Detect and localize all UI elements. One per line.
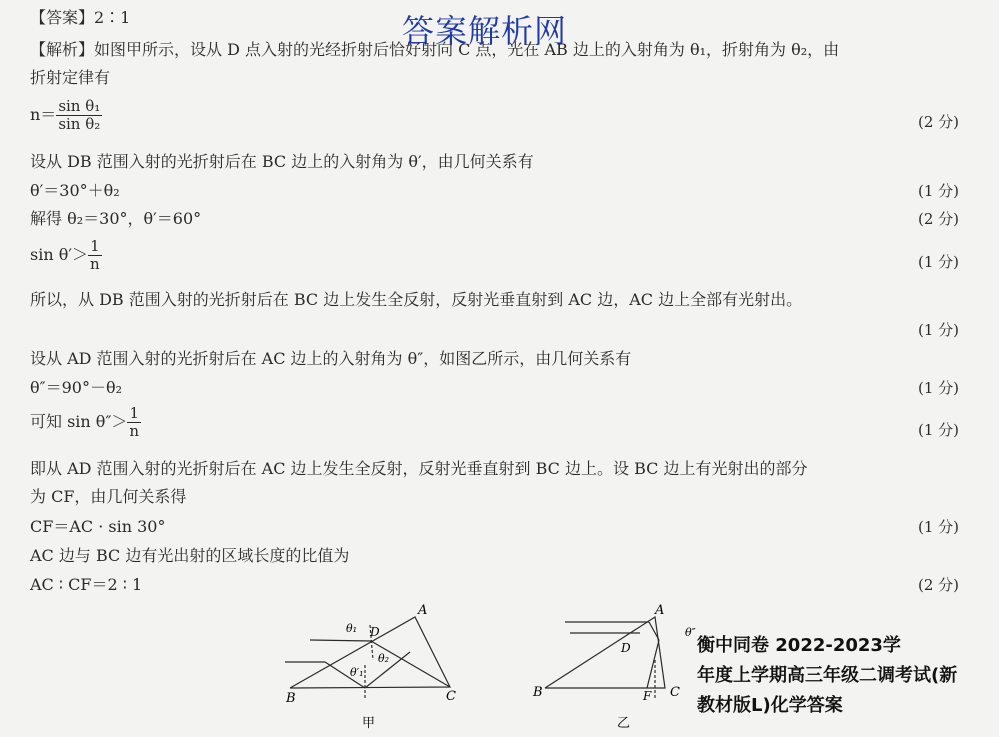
score-eq2: (1 分) (917, 182, 959, 200)
equation-ratio: AC ∶ CF＝2 ∶ 1 (30, 575, 143, 594)
eq1-fraction (56, 98, 102, 133)
analysis-line-2: 折射定律有 (30, 68, 111, 87)
label-d: D (370, 625, 380, 639)
watermark-logo: 答案解析网 (402, 12, 568, 50)
equation-solution: 解得 θ₂＝30°，θ′＝60° (30, 209, 202, 228)
score-eq8: (2 分) (917, 576, 959, 594)
equation-sin-theta-prime (30, 238, 102, 273)
reflected-ray-yi (647, 640, 659, 688)
answer-line: 【答案】2∶1 (30, 8, 131, 27)
figure-yi (525, 600, 700, 737)
equation-theta-double-prime: θ″＝90°－θ₂ (30, 378, 123, 397)
label-f-yi: F (643, 689, 652, 703)
overlay-title-line-2: 年度上学期高三年级二调考试(新 (697, 665, 958, 686)
total-reflection-line-1: 所以，从 DB 范围入射的光折射后在 BC 边上发生全反射，反射光垂直射到 AC 边，AC 边上全部有光射出。 (30, 290, 803, 309)
incident-ray-top (310, 640, 371, 641)
eq1-numerator: sin θ₁ (58, 97, 101, 115)
eq6-denominator: n (129, 422, 140, 440)
score-eq3: (2 分) (917, 210, 959, 228)
ad-range-line: 设从 AD 范围入射的光折射后在 AC 边上的入射角为 θ″，如图乙所示，由几何关系有 (30, 349, 632, 368)
label-a-yi: A (655, 603, 665, 618)
label-d-yi: D (621, 641, 631, 655)
label-b-yi: B (533, 685, 543, 700)
equation-theta-prime: θ′＝30°＋θ₂ (30, 181, 120, 200)
eq6-fraction (127, 405, 141, 440)
label-theta2: θ₂ (378, 652, 390, 665)
caption-yi: 乙 (617, 716, 631, 731)
score-eq6: (1 分) (917, 421, 959, 439)
score-eq1: (2 分) (917, 113, 959, 131)
label-theta1: θ₁ (346, 622, 358, 635)
eq4-fraction (88, 238, 102, 273)
db-range-line: 设从 DB 范围入射的光折射后在 BC 边上的入射角为 θ′，由几何关系有 (30, 152, 534, 171)
label-c: C (446, 689, 456, 704)
eq1-lhs: n＝ (30, 105, 57, 124)
overlay-title-line-3: 教材版L)化学答案 (697, 695, 843, 716)
label-a: A (418, 603, 428, 618)
label-b: B (286, 691, 296, 706)
analysis-line-1: 【解析】如图甲所示，设从 D 点入射的光经折射后恰好射向 C 点，光在 AB 边上的入射角为 θ₁，折射角为 θ₂，由 (30, 40, 840, 59)
overlay-title-line-1: 衡中同卷 2022-2023学 (697, 635, 901, 656)
prism-triangle-yi (545, 617, 665, 688)
label-theta-prime: θ′₁ (350, 666, 364, 679)
eq6-lhs: 可知 sin θ″＞ (30, 412, 128, 431)
score-eq7: (1 分) (917, 518, 959, 536)
caption-jia: 甲 (362, 716, 376, 731)
score-eq5: (1 分) (917, 379, 959, 397)
eq1-denominator: sin θ₂ (58, 115, 101, 133)
eq6-numerator: 1 (127, 405, 141, 423)
eq4-lhs: sin θ′＞ (30, 245, 88, 264)
total-reflection-line-2: 即从 AD 范围入射的光折射后在 AC 边上发生全反射，反射光垂直射到 BC 边上。设 BC 边上有光射出的部分 (30, 459, 808, 478)
eq4-denominator: n (90, 255, 100, 273)
figure-jia (270, 600, 470, 737)
ratio-line: AC 边与 BC 边有光出射的区域长度的比值为 (30, 546, 350, 565)
equation-refraction (30, 98, 102, 133)
label-theta-dp: θ″ (685, 626, 696, 639)
equation-cf: CF＝AC · sin 30° (30, 517, 166, 536)
label-c-yi: C (670, 685, 680, 700)
cf-line: 为 CF，由几何关系得 (30, 487, 187, 506)
eq4-numerator: 1 (88, 238, 102, 256)
score-total1: (1 分) (917, 321, 959, 339)
equation-sin-theta-double-prime (30, 405, 141, 440)
score-eq4: (1 分) (917, 253, 959, 271)
